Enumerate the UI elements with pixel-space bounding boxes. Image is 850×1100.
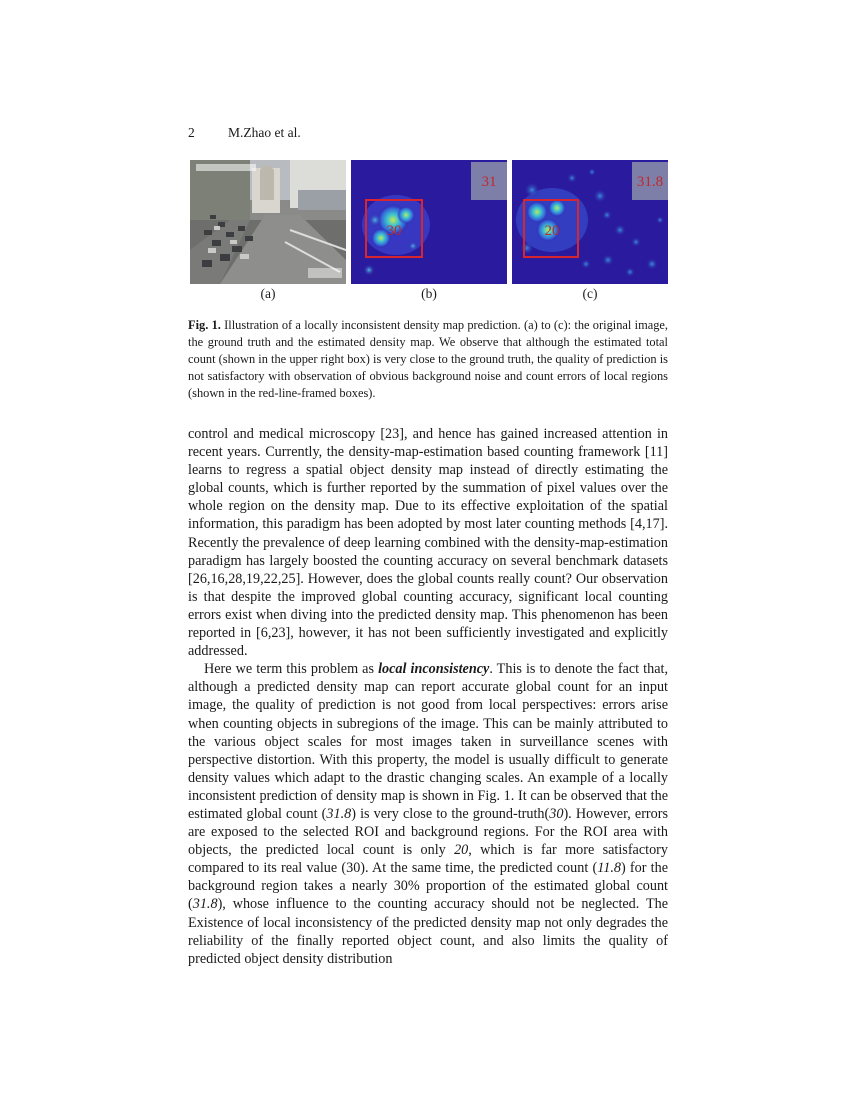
emphasized-term: local inconsistency	[378, 661, 490, 678]
paragraph-1: control and medical microscopy [23], and hence has gained increased attention in recent years. Currently, the density-map-estimation based counting framework [11] learns to regress a spatial object density map instead of directly estimating the global counts, which is further reported by the summation of pixel values over the whole region on the density map. Due to its effective exploitation of the spatial information, this paradigm has been adopted by most later counting methods [4,17]. Recently the prevalence of deep learning combined with the density-map-estimation paradigm has largely boosted the counting accuracy on several benchmark datasets [26,16,28,19,22,25]. However, does the global counts really count? Our observation is that despite the improved global counting accuracy, significant local counting errors exist when diving into the predicted density map. This phenomenon has been reported in [6,23], however, it has not been sufficiently investigated and explicitly addressed.	[188, 426, 668, 660]
estimated-density-map	[512, 160, 668, 284]
text-run: ), whose influence to the counting accuracy should not be neglected. The Existence of local inconsistency of the predicted density map not only degrades the reliability of the finally reported object count, and also limits the quality of predicted object density distribution	[188, 896, 668, 967]
text-run: ) for the background region takes a nearly 30% proportion of the estimated global count (	[188, 860, 668, 913]
traffic-scene-image	[190, 160, 346, 284]
running-header	[188, 125, 301, 141]
subfigure-label-b: (b)	[421, 286, 437, 301]
caption-label: Fig. 1.	[188, 318, 221, 332]
text-run: . This is to denote the fact that, although a predicted density map can report accurate global count for an input image, the quality of prediction is not good from local perspectives: errors arise when counting objects in subregions of the image. This can be mainly attributed to the various object scales for most images taken in surveillance scenes with perspective distortion. With this property, the model is usually difficult to generate density values which adapt to the drastic changing scales. An example of a locally inconsistent prediction of density map is shown in Fig. 1. It can be observed that the estimated global count (	[188, 661, 668, 822]
italic-value: 31.8	[326, 805, 352, 822]
italic-value: 30	[549, 805, 564, 822]
estimated-density-panel	[512, 160, 668, 284]
italic-value: 11.8	[597, 860, 621, 877]
running-title: M.Zhao et al.	[228, 125, 301, 140]
ground-truth-panel	[351, 160, 507, 284]
caption-text: Illustration of a locally inconsistent density map prediction. (a) to (c): the original image, the ground truth and the estimated density map. We observe that although the estimated total count (shown in the upper right box) is very close to the ground truth, the quality of prediction is not satisfactory with observation of obvious background noise and count errors of local regions (shown in the red-line-framed boxes).	[188, 318, 668, 400]
page-number: 2	[188, 125, 195, 140]
subfigure-labels	[190, 286, 668, 304]
original-image-panel	[190, 160, 346, 284]
text-run: ) is very close to the ground-truth(	[351, 805, 550, 822]
body-text	[188, 425, 668, 968]
subfigure-label-c: (c)	[582, 286, 598, 301]
figure-caption	[188, 317, 668, 402]
text-run: Here we term this problem as	[204, 661, 379, 678]
global-count-label: 31	[481, 174, 497, 190]
italic-value: 31.8	[192, 896, 218, 913]
paragraph-2	[188, 660, 668, 968]
text-run: , which is far more satisfactory compared to its real value (30). At the same time, the predicted count (	[188, 842, 668, 877]
italic-value: 20	[454, 842, 469, 859]
ground-truth-density-map	[351, 160, 507, 284]
roi-count-label: 20	[544, 223, 560, 239]
roi-count-label: 30	[386, 223, 402, 239]
figure-1	[190, 160, 668, 284]
global-count-label: 31.8	[636, 174, 664, 190]
text-run: ). However, errors are exposed to the selected ROI and background regions. For the ROI area with objects, the predicted local count is only	[188, 805, 668, 859]
subfigure-label-a: (a)	[260, 286, 276, 301]
